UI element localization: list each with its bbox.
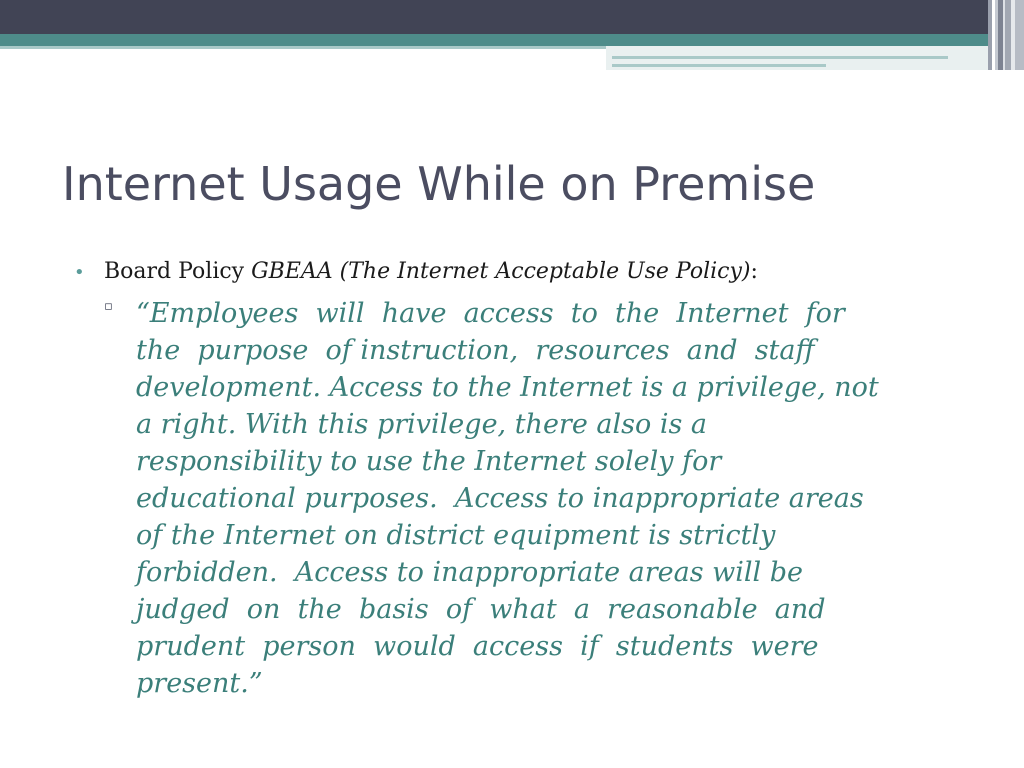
quote-line: of the Internet on district equipment is strictly xyxy=(136,520,776,551)
header-band-teal xyxy=(0,34,1024,46)
quote-line: the purpose of instruction, resources and staff xyxy=(136,335,815,366)
quote-line: present.” xyxy=(136,668,263,699)
quote-line: development. Access to the Internet is a privilege, not xyxy=(136,372,879,403)
quote-line: “Employees will have access to the Internet for xyxy=(136,298,845,329)
quote-line: a right. With this privilege, there also is a xyxy=(136,409,707,440)
quote-line: judged on the basis of what a reasonable and xyxy=(136,594,826,625)
slide-title: Internet Usage While on Premise xyxy=(62,157,816,211)
header-accent-line xyxy=(0,46,606,49)
header-stripes xyxy=(988,0,1024,70)
round-bullet-icon: • xyxy=(74,262,85,283)
policy-name: GBEAA (The Internet Acceptable Use Policy) xyxy=(251,259,751,284)
header-band-dark xyxy=(0,0,1024,34)
bullet-prefix: Board Policy xyxy=(104,259,252,284)
quote-line: prudent person would access if students were xyxy=(136,631,819,662)
bullet-suffix: : xyxy=(750,259,758,284)
quote-line: educational purposes. Access to inappropriate areas xyxy=(136,483,864,514)
header-accent-line-short xyxy=(612,64,826,67)
quote-text xyxy=(136,295,951,702)
quote-line: responsibility to use the Internet solely for xyxy=(136,446,722,477)
quote-line: forbidden. Access to inappropriate areas will be xyxy=(136,557,804,588)
header-accent-line-long xyxy=(612,56,948,59)
square-bullet-icon: ▫ xyxy=(104,299,113,314)
bullet-board-policy xyxy=(74,255,954,290)
